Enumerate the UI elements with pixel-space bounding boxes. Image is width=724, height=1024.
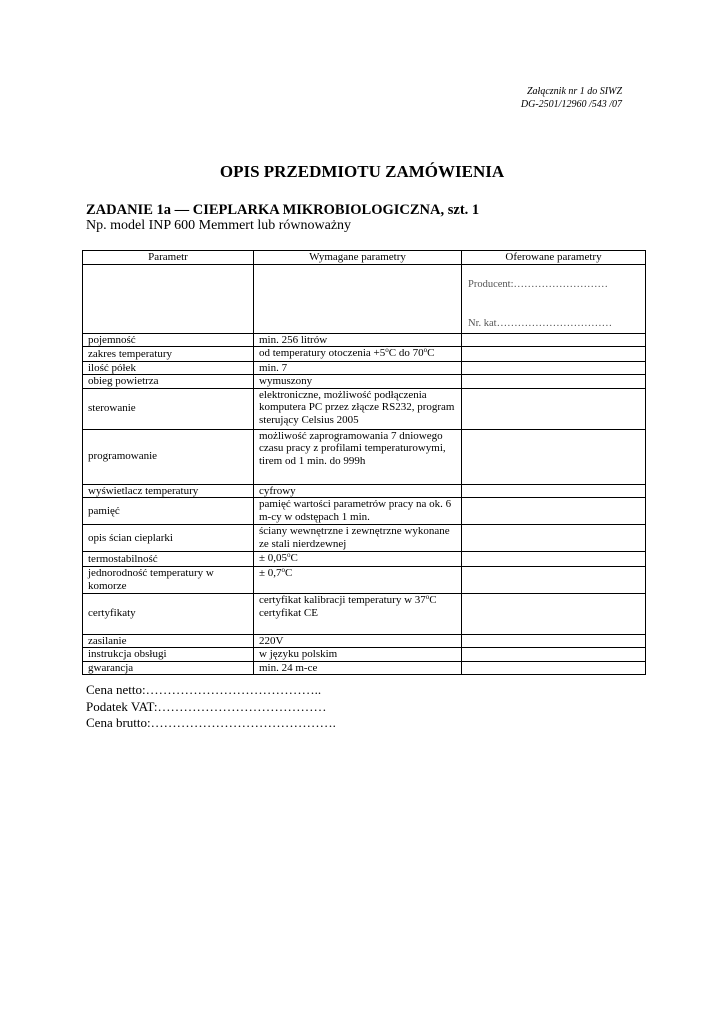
required-value-cell: min. 24 m-ce — [254, 661, 462, 675]
parameter-cell: programowanie — [83, 429, 254, 484]
parameter-cell: zakres temperatury — [83, 347, 254, 362]
parameter-cell: pojemność — [83, 333, 254, 347]
table-row — [83, 498, 646, 525]
parameter-cell: sterowanie — [83, 388, 254, 429]
required-value-cell: ± $0,7^oC$ — [254, 566, 462, 593]
table-row — [83, 593, 646, 634]
required-value-cell: ściany wewnętrzne i zewnętrzne wykonane ze stali nierdzewnej — [254, 525, 462, 552]
offer-fields-cell[interactable] — [462, 264, 646, 333]
parameter-cell: pamięć — [83, 498, 254, 525]
producer-field[interactable]: Producent:……………………… — [468, 278, 608, 290]
required-value-cell: 220V — [254, 634, 462, 648]
table-row — [83, 375, 646, 389]
price-summary — [86, 682, 336, 732]
empty-cell — [254, 264, 462, 333]
required-value-cell: pamięć wartości parametrów pracy na ok. 6 m-cy w odstępach 1 min. — [254, 498, 462, 525]
offered-value-cell[interactable] — [462, 593, 646, 634]
offer-fields-row — [83, 264, 646, 333]
required-value-cell: min. 7 — [254, 361, 462, 375]
required-value-cell: min. 256 litrów — [254, 333, 462, 347]
offered-value-cell[interactable] — [462, 552, 646, 567]
parameter-cell: ilość półek — [83, 361, 254, 375]
parameter-cell: zasilanie — [83, 634, 254, 648]
vat-field[interactable]: Podatek VAT:………………………………… — [86, 698, 327, 714]
offered-value-cell[interactable] — [462, 525, 646, 552]
offered-value-cell[interactable] — [462, 498, 646, 525]
empty-cell — [83, 264, 254, 333]
offered-value-cell[interactable] — [462, 484, 646, 498]
offered-value-cell[interactable] — [462, 375, 646, 389]
table-row — [83, 566, 646, 593]
required-value-cell: ± $0,05^oC$ — [254, 552, 462, 567]
parameter-cell: certyfikaty — [83, 593, 254, 634]
task-model: Np. model INP 600 Memmert lub równoważny — [86, 218, 352, 233]
offered-value-cell[interactable] — [462, 388, 646, 429]
table-header-row — [83, 251, 646, 265]
table-row — [83, 552, 646, 567]
required-value-cell: od temperatury otoczenia $+5^oC$ do 70$^o$C — [254, 347, 462, 362]
required-value-cell: wymuszony — [254, 375, 462, 389]
column-header-parameter: Parametr — [83, 251, 254, 265]
specification-table — [82, 250, 646, 675]
required-value-cell: elektroniczne, możliwość podłączenia komputera PC przez złącze RS232, program sterujący Celsius 2005 — [254, 388, 462, 429]
table-row — [83, 347, 646, 362]
catalog-number-field[interactable]: Nr. kat…………………………… — [468, 317, 613, 329]
offered-value-cell[interactable] — [462, 429, 646, 484]
parameter-cell: jednorodność temperatury w komorze — [83, 566, 254, 593]
document-title: OPIS PRZEDMIOTU ZAMÓWIENIA — [219, 162, 505, 181]
offered-value-cell[interactable] — [462, 347, 646, 362]
required-value-cell: cyfrowy — [254, 484, 462, 498]
table-row — [83, 525, 646, 552]
table-row — [83, 661, 646, 675]
column-header-required: Wymagane parametry — [254, 251, 462, 265]
required-value-cell: certyfikat kalibracji temperatury w 37$^o$C certyfikat CE — [254, 593, 462, 634]
net-price-field[interactable]: Cena netto:………………………………….. — [86, 682, 322, 697]
table-row — [83, 388, 646, 429]
offered-value-cell[interactable] — [462, 634, 646, 648]
table-row — [83, 634, 646, 648]
offered-value-cell[interactable] — [462, 648, 646, 662]
parameter-cell: opis ścian cieplarki — [83, 525, 254, 552]
specification-rows — [83, 333, 646, 675]
task-heading: ZADANIE 1a — CIEPLARKA MIKROBIOLOGICZNA, szt. 1 — [86, 202, 480, 218]
case-number: DG-2501/12960 /543 /07 — [520, 98, 622, 110]
column-header-offered: Oferowane parametry — [462, 251, 646, 265]
document-reference — [400, 86, 622, 111]
annex-label: Załącznik nr 1 do SIWZ — [527, 86, 622, 97]
offered-value-cell[interactable] — [462, 661, 646, 675]
required-value-cell: w języku polskim — [254, 648, 462, 662]
table-row — [83, 333, 646, 347]
parameter-cell: termostabilność — [83, 552, 254, 567]
required-value-cell: możliwość zaprogramowania 7 dniowego czasu pracy z profilami temperaturowymi, tirem od 1 min. do 999h — [254, 429, 462, 484]
offered-value-cell[interactable] — [462, 566, 646, 593]
table-row — [83, 484, 646, 498]
parameter-cell: wyświetlacz temperatury — [83, 484, 254, 498]
parameter-cell: obieg powietrza — [83, 375, 254, 389]
parameter-cell: gwarancja — [83, 661, 254, 675]
table-row — [83, 648, 646, 662]
parameter-cell: instrukcja obsługi — [83, 648, 254, 662]
table-row — [83, 361, 646, 375]
offered-value-cell[interactable] — [462, 361, 646, 375]
offered-value-cell[interactable] — [462, 333, 646, 347]
gross-price-field[interactable]: Cena brutto:……………………………………. — [86, 715, 336, 730]
table-row — [83, 429, 646, 484]
